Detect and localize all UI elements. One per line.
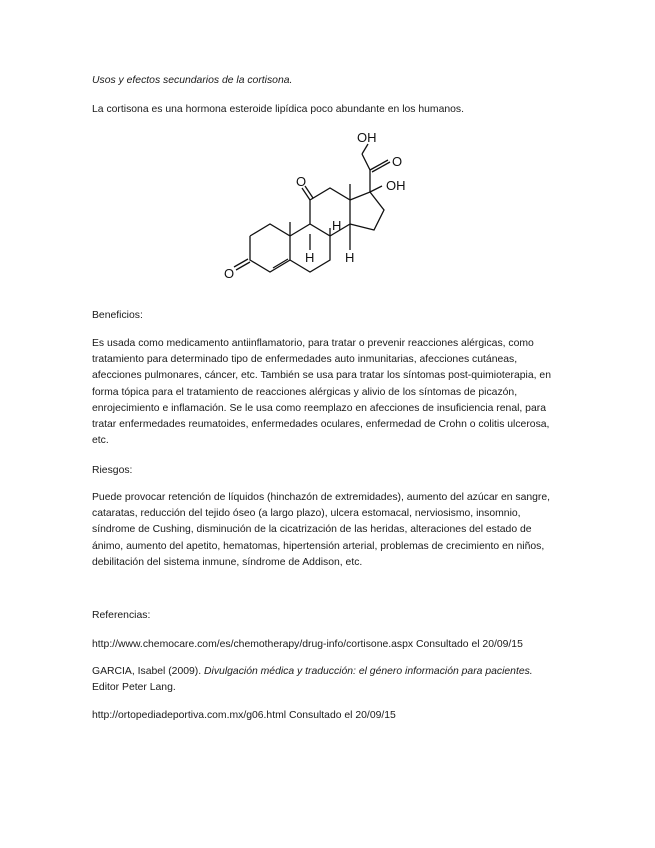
molecule-label-o-ringa: O — [224, 266, 235, 281]
reference-2 — [92, 664, 562, 696]
document-title: Usos y efectos secundarios de la cortisona. — [92, 75, 293, 86]
referencias-heading: Referencias: — [92, 610, 151, 621]
reference-3: http://ortopediadeportiva.com.mx/g06.html Consultado el 20/09/15 — [92, 710, 396, 721]
intro-paragraph: La cortisona es una hormona esteroide lipídica poco abundante en los humanos. — [92, 104, 465, 115]
beneficios-heading: Beneficios: — [92, 310, 143, 321]
molecule-label-h-bottom-left: H — [305, 250, 315, 265]
ring-d — [350, 192, 384, 230]
molecule-label-o-ring: O — [296, 174, 307, 189]
molecule-label-h-bottom-right: H — [345, 250, 355, 265]
molecule-label-oh-right: OH — [386, 178, 406, 193]
ring-a — [250, 224, 290, 272]
molecule-label-o-side: O — [392, 154, 403, 169]
molecule-label-oh-top: OH — [357, 130, 377, 145]
reference-2-publisher: Editor Peter Lang. — [92, 682, 176, 694]
cortisone-structure-diagram — [220, 126, 460, 296]
reference-2-title: Divulgación médica y traducción: el género información para pacientes. — [204, 666, 533, 677]
riesgos-heading: Riesgos: — [92, 465, 133, 476]
riesgos-paragraph: Puede provocar retención de líquidos (hinchazón de extremidades), aumento del azúcar en sangre, cataratas, reducción del tejido óseo (a largo plazo), ulcera estomacal, nerviosismo, insomnio, síndrome de Cushing, disminución de la cicatrización de las heridas, alteraciones del estado de ánimo, aumento del apetito, hematomas, hipertensión arterial, problemas de crecimiento en niños, debilitación del sistema inmune, síndrome de Addison, etc. — [92, 492, 551, 568]
reference-1: http://www.chemocare.com/es/chemotherapy/drug-info/cortisone.aspx Consultado el 20/09/15 — [92, 639, 523, 650]
beneficios-paragraph: Es usada como medicamento antiinflamatorio, para tratar o prevenir reacciones alérgicas, como tratamiento para determinado tipo de enfermedades auto inmunitarias, afecciones cutáneas, afecciones pulmonares, cáncer, etc. También se usa para tratar los síntomas post-quimioterapia, en forma tópica para el tratamiento de reacciones alérgicas y alivio de los síntomas de picazón, enrojecimiento e inflamación. Se le usa como reemplazo en afecciones de insuficiencia renal, para tratar enfermedades reumatoides, enfermedades oculares, enfermedad de Crohn o colitis ulcerosa, etc. — [92, 338, 551, 447]
molecule-label-h-left: H — [332, 218, 342, 233]
reference-2-author: GARCIA, Isabel (2009). — [92, 666, 202, 677]
